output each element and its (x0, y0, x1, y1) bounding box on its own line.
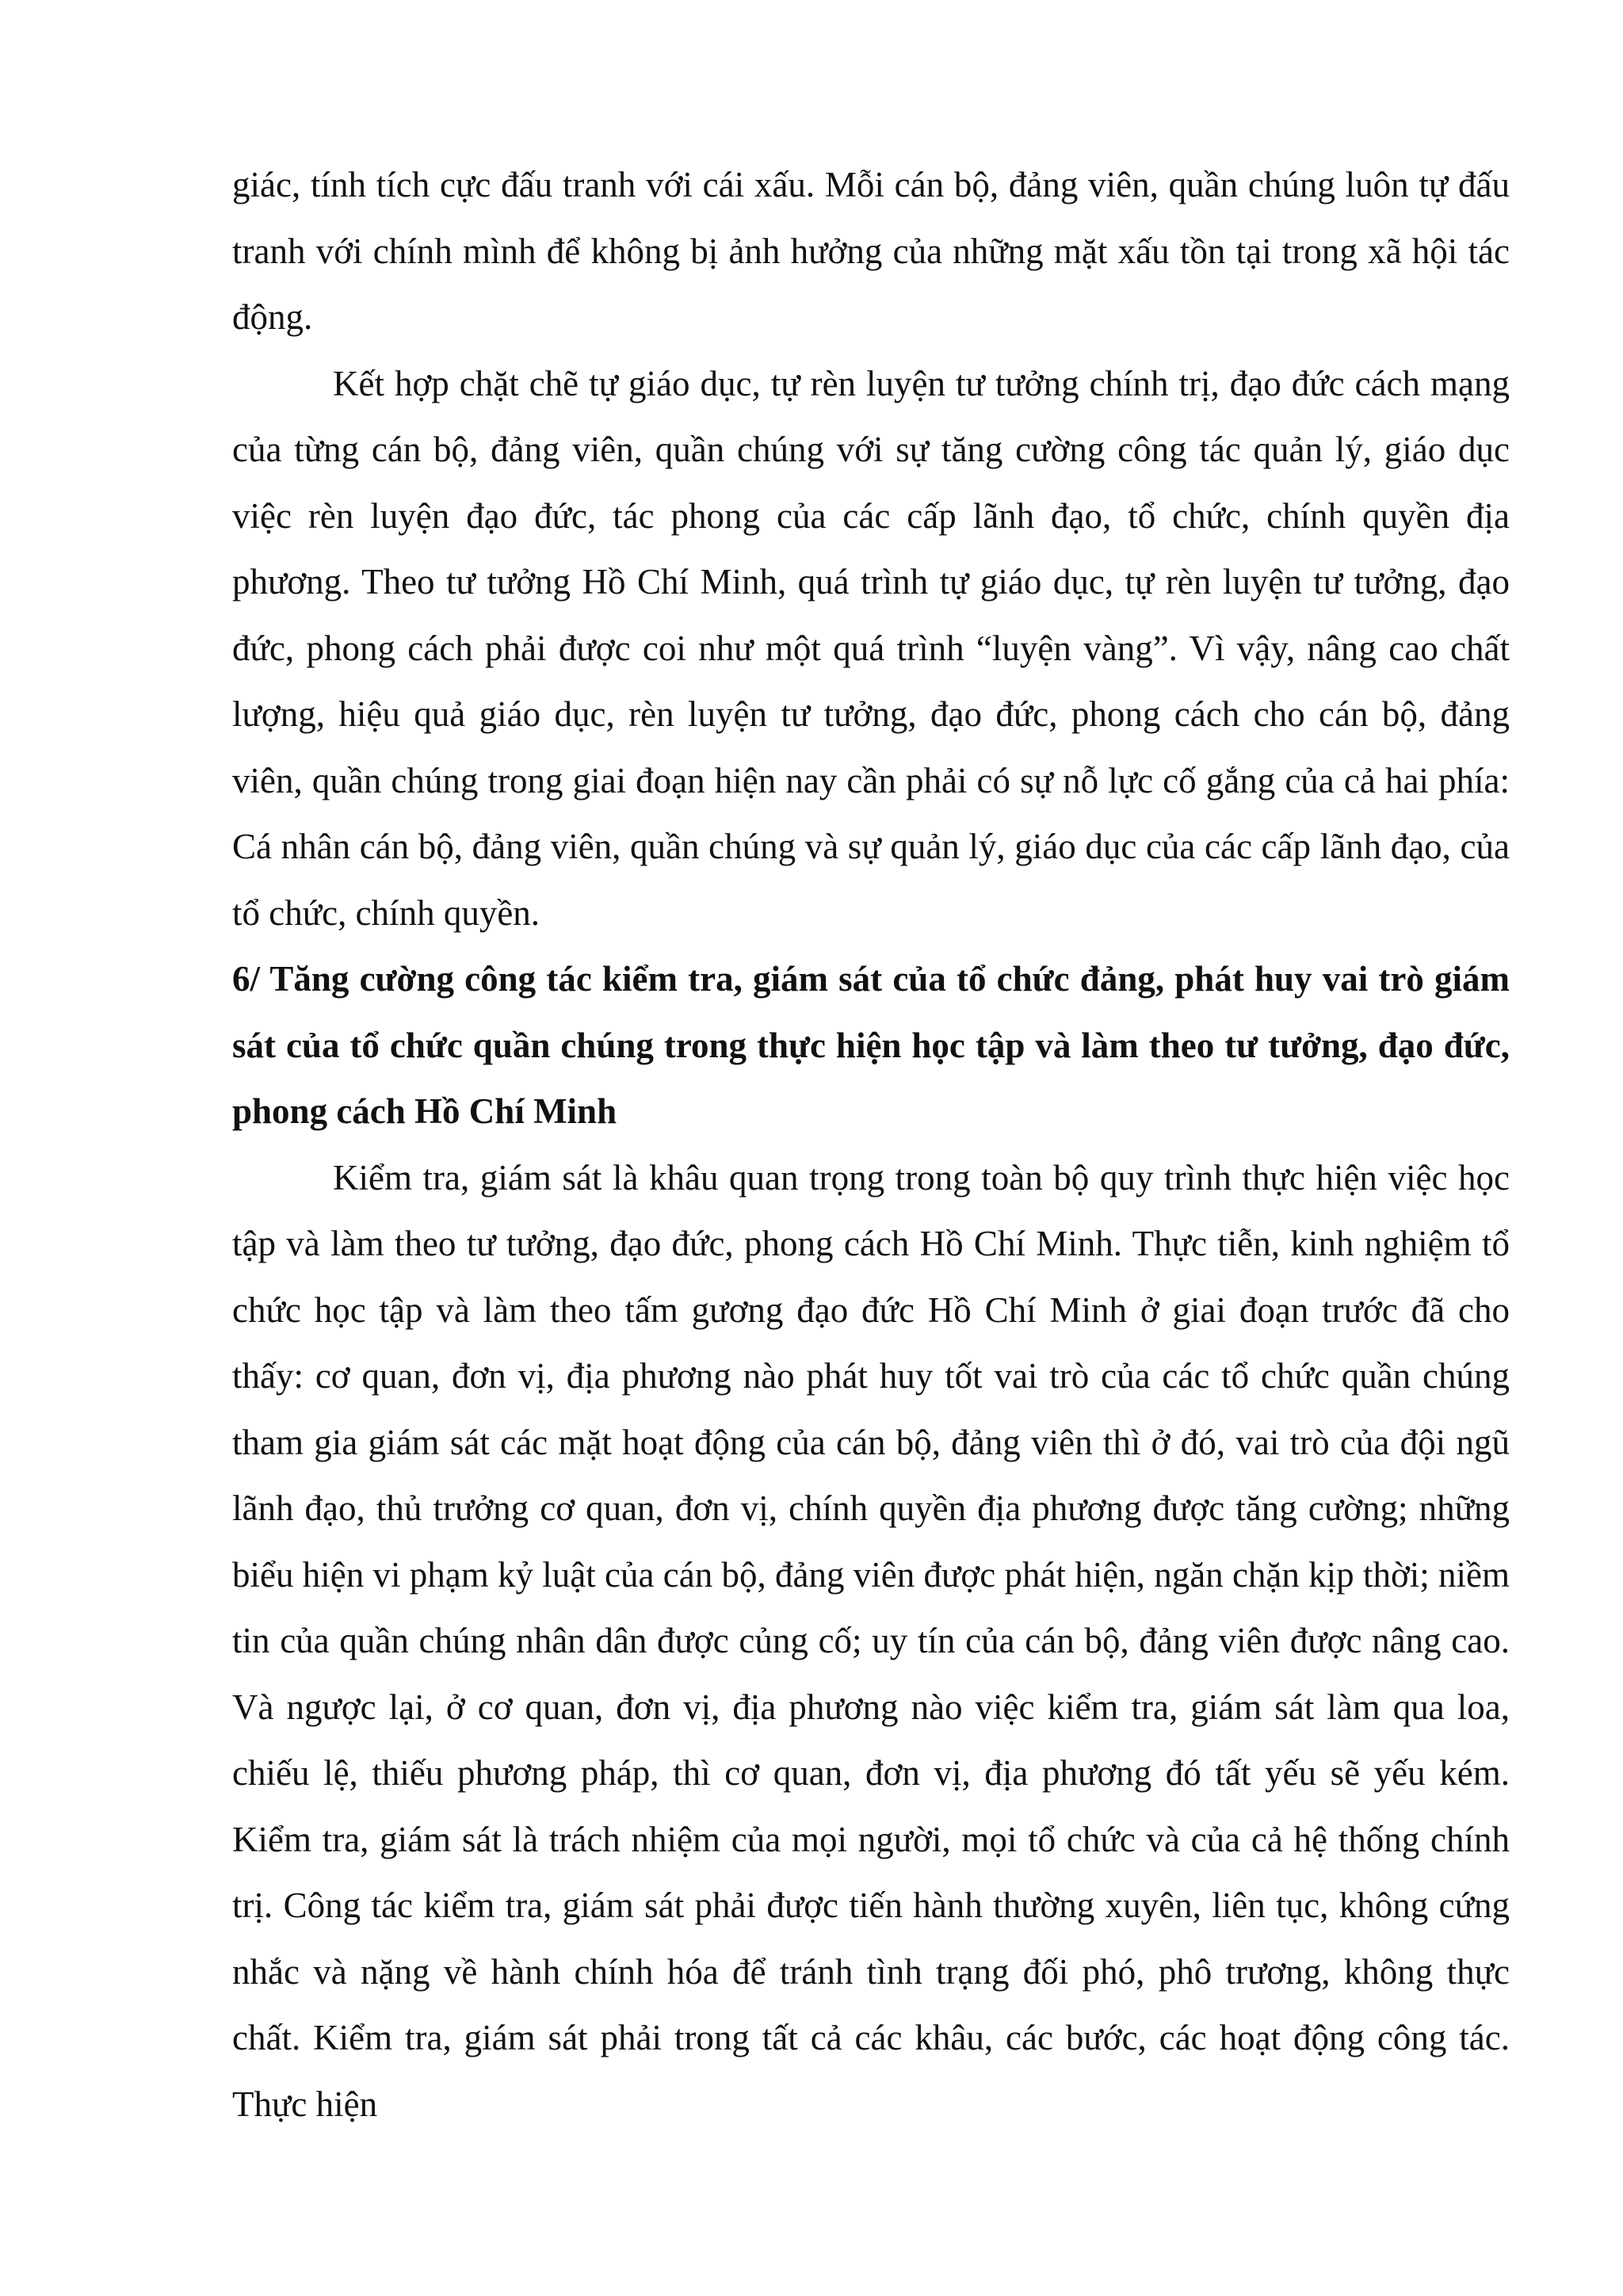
section-heading-6: 6/ Tăng cường công tác kiểm tra, giám sát của tổ chức đảng, phát huy vai trò giám sát của tổ chức quần chúng trong thực hiện học tập và làm theo tư tưởng, đạo đức, phong cách Hồ Chí Minh (232, 959, 1510, 1131)
paragraph-inspection-supervision: Kiểm tra, giám sát là khâu quan trọng trong toàn bộ quy trình thực hiện việc học tập và làm theo tư tưởng, đạo đức, phong cách Hồ Chí Minh. Thực tiễn, kinh nghiệm tổ chức học tập và làm theo tấm gương đạo đức Hồ Chí Minh ở giai đoạn trước đã cho thấy: cơ quan, đơn vị, địa phương nào phát huy tốt vai trò của các tổ chức quần chúng tham gia giám sát các mặt hoạt động của cán bộ, đảng viên thì ở đó, vai trò của đội ngũ lãnh đạo, thủ trưởng cơ quan, đơn vị, chính quyền địa phương được tăng cường; những biểu hiện vi phạm kỷ luật của cán bộ, đảng viên được phát hiện, ngăn chặn kịp thời; niềm tin của quần chúng nhân dân được củng cố; uy tín của cán bộ, đảng viên được nâng cao. Và ngược lại, ở cơ quan, đơn vị, địa phương nào việc kiểm tra, giám sát làm qua loa, chiếu lệ, thiếu phương pháp, thì cơ quan, đơn vị, địa phương đó tất yếu sẽ yếu kém. Kiểm tra, giám sát là trách nhiệm của mọi người, mọi tổ chức và của cả hệ thống chính trị. Công tác kiểm tra, giám sát phải được tiến hành thường xuyên, liên tục, không cứng nhắc và nặng về hành chính hóa để tránh tình trạng đối phó, phô trương, không thực chất. Kiểm tra, giám sát phải trong tất cả các khâu, các bước, các hoạt động công tác. Thực hiện (232, 1157, 1510, 2124)
paragraph-continuation: giác, tính tích cực đấu tranh với cái xấu. Mỗi cán bộ, đảng viên, quần chúng luôn tự đấu tranh với chính mình để không bị ảnh hưởng của những mặt xấu tồn tại trong xã hội tác động. (232, 165, 1510, 337)
paragraph-self-education: Kết hợp chặt chẽ tự giáo dục, tự rèn luyện tư tưởng chính trị, đạo đức cách mạng của từng cán bộ, đảng viên, quần chúng với sự tăng cường công tác quản lý, giáo dục việc rèn luyện đạo đức, tác phong của các cấp lãnh đạo, tổ chức, chính quyền địa phương. Theo tư tưởng Hồ Chí Minh, quá trình tự giáo dục, tự rèn luyện tư tưởng, đạo đức, phong cách phải được coi như một quá trình “luyện vàng”. Vì vậy, nâng cao chất lượng, hiệu quả giáo dục, rèn luyện tư tưởng, đạo đức, phong cách cho cán bộ, đảng viên, quần chúng trong giai đoạn hiện nay cần phải có sự nỗ lực cố gắng của cả hai phía: Cá nhân cán bộ, đảng viên, quần chúng và sự quản lý, giáo dục của các cấp lãnh đạo, của tổ chức, chính quyền. (232, 363, 1510, 933)
document-body (232, 152, 1510, 2137)
